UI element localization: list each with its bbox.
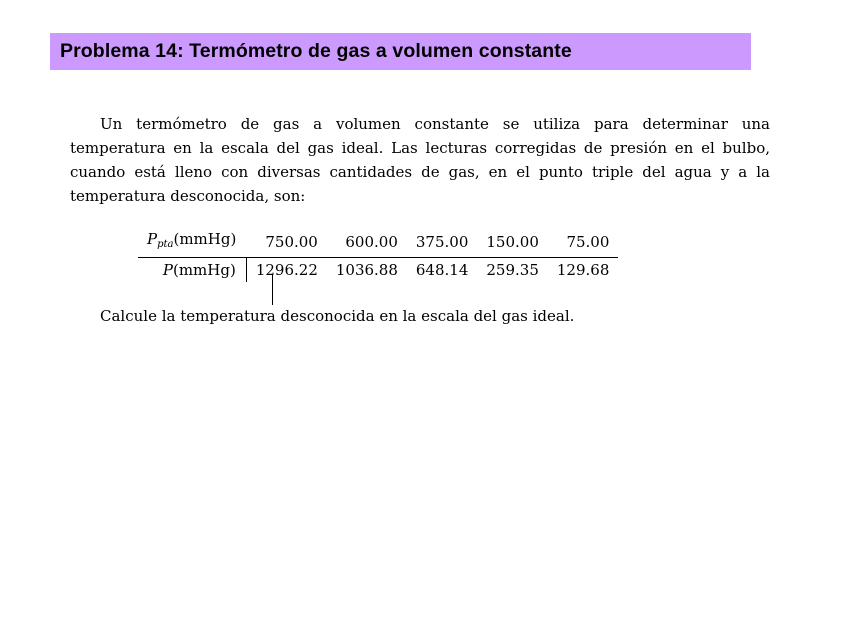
table-cell: 259.35 xyxy=(486,261,539,279)
table-cell: 1036.88 xyxy=(335,261,398,279)
table-cell: 648.14 xyxy=(415,261,469,279)
pressure-subscript: pta xyxy=(157,239,174,250)
row-label-triple-point xyxy=(138,227,246,258)
title-banner xyxy=(50,33,751,70)
table-cell: 600.00 xyxy=(327,227,407,258)
table-row-triple-point xyxy=(138,227,618,258)
page-title: Problema 14: Termómetro de gas a volumen constante xyxy=(60,40,572,62)
table-cell: 1296.22 xyxy=(255,261,318,279)
pressure-symbol: P xyxy=(147,230,158,248)
table-cell: 150.00 xyxy=(477,227,548,258)
pressure-symbol: P xyxy=(162,261,173,279)
table-cell: 375.00 xyxy=(407,227,478,258)
table-row-unknown xyxy=(138,258,618,283)
table-cell: 75.00 xyxy=(548,227,619,258)
problem-statement: Un termómetro de gas a volumen constante se utiliza para determinar una temperatura en la escala del gas ideal. Las lecturas corregidas de presión en el bulbo, cuando está lleno con diversas cantidades de gas, en el punto triple del agua y a la temperatura desconocida, son: xyxy=(70,115,770,205)
pressure-table xyxy=(138,227,618,282)
unit-label: (mmHg) xyxy=(173,230,237,248)
table-cell: 129.68 xyxy=(556,261,610,279)
row-label-unknown xyxy=(138,258,246,283)
table-divider xyxy=(272,275,273,305)
table-cell: 750.00 xyxy=(246,227,327,258)
question-text: Calcule la temperatura desconocida en la escala del gas ideal. xyxy=(100,307,575,325)
unit-label: (mmHg) xyxy=(172,261,236,279)
